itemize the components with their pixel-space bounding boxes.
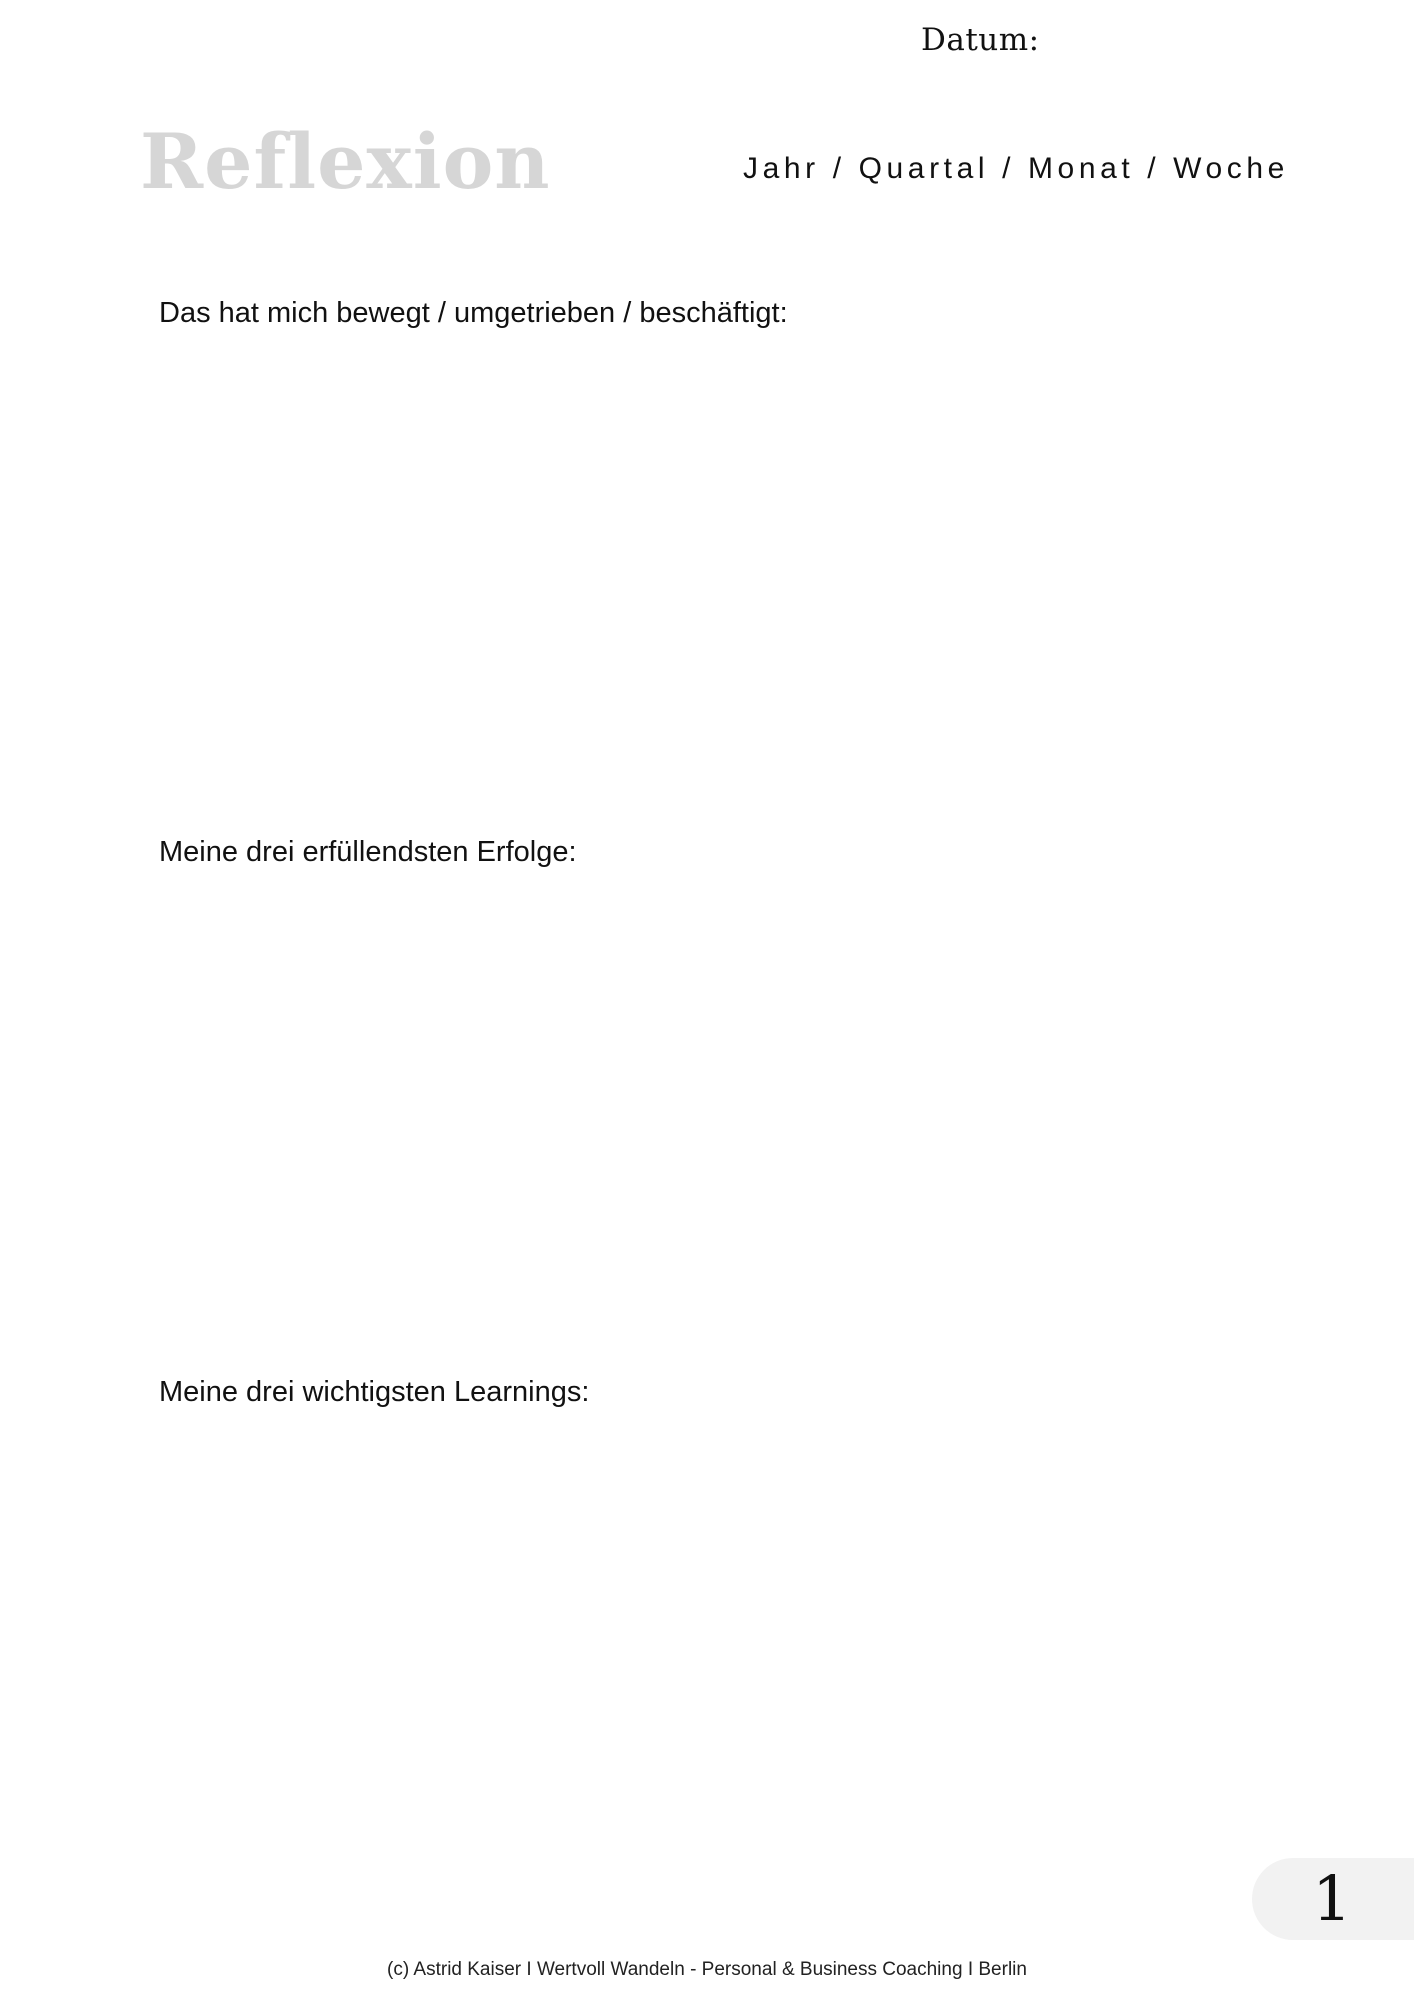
page-number: 1 xyxy=(1312,1862,1352,1935)
writing-area-successes[interactable] xyxy=(159,890,1279,1350)
section-heading-successes: Meine drei erfüllendsten Erfolge: xyxy=(159,836,577,868)
section-heading-learnings: Meine drei wichtigsten Learnings: xyxy=(159,1376,590,1408)
footer-copyright: (c) Astrid Kaiser I Wertvoll Wandeln - Personal & Business Coaching I Berlin xyxy=(387,1959,1027,1980)
writing-area-moved[interactable] xyxy=(159,350,1279,810)
section-heading-moved: Das hat mich bewegt / umgetrieben / beschäftigt: xyxy=(159,297,788,329)
date-label: Datum: xyxy=(921,22,1040,58)
period-options: Jahr / Quartal / Monat / Woche xyxy=(743,152,1289,185)
writing-area-learnings[interactable] xyxy=(159,1430,1279,1830)
page-title: Reflexion xyxy=(140,117,551,206)
